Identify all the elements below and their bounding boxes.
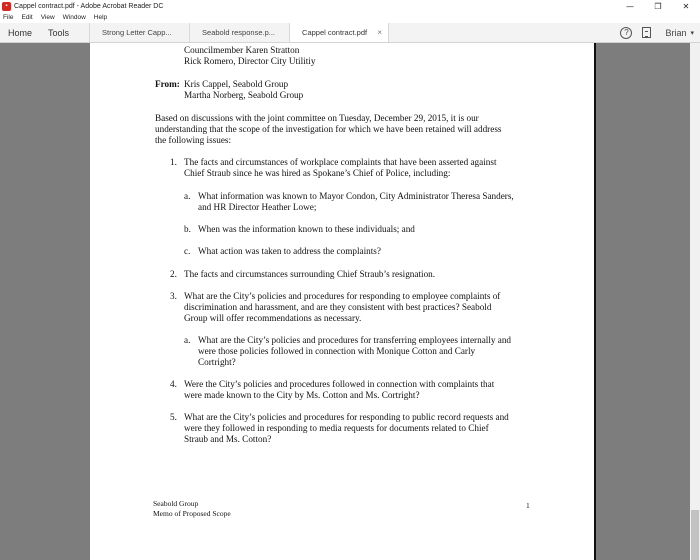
window-controls xyxy=(616,0,700,12)
mobile-link-icon[interactable] xyxy=(642,27,651,38)
list-item-line: Chief Straub since he was hired as Spokane’s Chief of Police, including: xyxy=(184,168,451,178)
tools-tab[interactable]: Tools xyxy=(48,27,70,38)
list-item-line: What are the City’s policies and procedures for responding to employee complaints of xyxy=(184,291,501,301)
sublist-item-line: What action was taken to address the complaints? xyxy=(198,246,381,256)
from-line: Martha Norberg, Seabold Group xyxy=(184,90,304,100)
sublist-letter: c. xyxy=(184,246,191,256)
intro-line: the following issues: xyxy=(155,135,232,145)
footer-line: Seabold Group xyxy=(153,499,199,508)
list-item-line: Straub and Ms. Cotton? xyxy=(184,434,272,444)
menu-file[interactable]: File xyxy=(3,14,14,21)
help-icon[interactable]: ? xyxy=(620,27,632,39)
list-item-line: Group will offer recommendations as necessary. xyxy=(184,313,362,323)
to-line: Rick Romero, Director City Utilitiy xyxy=(184,56,316,66)
menu-help[interactable]: Help xyxy=(93,14,108,21)
list-item-line: discrimination and harassment, and are they consistent with best practices? Seabold xyxy=(184,302,492,312)
list-number: 3. xyxy=(170,291,177,301)
menu-bar xyxy=(0,12,700,23)
intro-line: Based on discussions with the joint committee on Tuesday, December 29, 2015, it is our xyxy=(155,113,479,123)
list-item-line: What are the City’s policies and procedures for responding to public record requests and xyxy=(184,412,509,422)
list-item-line: Were the City’s policies and procedures followed in connection with complaints that xyxy=(184,379,495,389)
sublist-item-line: were those policies followed in connection with Monique Cotton and Carly xyxy=(198,346,476,356)
list-number: 2. xyxy=(170,269,177,279)
sublist-item-line: What information was known to Mayor Condon, City Administrator Theresa Sanders, xyxy=(198,191,514,201)
menu-view[interactable]: View xyxy=(40,14,55,21)
list-number: 4. xyxy=(170,379,177,389)
restore-button[interactable]: ❐ xyxy=(654,1,662,11)
close-tab-icon[interactable]: × xyxy=(377,28,383,37)
page-number: 1 xyxy=(526,501,530,510)
pdf-page xyxy=(90,43,596,560)
document-tab-cappel-contract[interactable] xyxy=(289,23,389,42)
intro-line: understanding that the scope of the investigation for which we have been retained will address xyxy=(155,124,502,134)
to-line: Councilmember Karen Stratton xyxy=(184,45,300,55)
chevron-down-icon[interactable]: ▾ xyxy=(690,29,694,37)
list-number: 5. xyxy=(170,412,177,422)
menu-window[interactable]: Window xyxy=(62,14,86,21)
title-bar xyxy=(0,0,700,12)
document-tab-seabold-response[interactable] xyxy=(189,23,289,42)
document-tab-strong-letter[interactable] xyxy=(89,23,189,42)
minimize-button[interactable]: — xyxy=(626,1,634,11)
sublist-letter: b. xyxy=(184,224,191,234)
list-item-line: were they followed in responding to media requests for documents related to Chief xyxy=(184,423,489,433)
list-item-line: The facts and circumstances surrounding Chief Straub’s resignation. xyxy=(184,269,436,279)
user-name[interactable]: Brian xyxy=(665,27,687,38)
list-item-line: were made known to the City by Ms. Cotton and Ms. Cortright? xyxy=(184,390,420,400)
sublist-letter: a. xyxy=(184,191,191,201)
tab-label: Strong Letter Capp... xyxy=(102,28,172,37)
tab-bar xyxy=(0,23,700,43)
sublist-item-line: and HR Director Heather Lowe; xyxy=(198,202,317,212)
close-button[interactable]: ✕ xyxy=(682,1,690,11)
sublist-item-line: When was the information known to these individuals; and xyxy=(198,224,415,234)
tab-label: Cappel contract.pdf xyxy=(302,28,368,37)
tab-label: Seabold response.p... xyxy=(202,28,275,37)
from-line: Kris Cappel, Seabold Group xyxy=(184,79,289,89)
window-title: Cappel contract.pdf - Adobe Acrobat Reader DC xyxy=(14,2,164,10)
sublist-item-line: Cortright? xyxy=(198,357,236,367)
menu-edit[interactable]: Edit xyxy=(21,14,33,21)
from-label: From: xyxy=(155,79,180,89)
sublist-item-line: What are the City’s policies and procedures for transferring employees internally and xyxy=(198,335,512,345)
scrollbar-thumb[interactable] xyxy=(691,510,699,560)
home-tab[interactable]: Home xyxy=(8,27,33,38)
pdf-icon: ▪ xyxy=(2,2,11,11)
document-viewport[interactable] xyxy=(0,43,700,560)
list-number: 1. xyxy=(170,157,177,167)
list-item-line: The facts and circumstances of workplace complaints that have been asserted against xyxy=(184,157,497,167)
sublist-letter: a. xyxy=(184,335,191,345)
footer-line: Memo of Proposed Scope xyxy=(153,509,231,518)
toolbar-right xyxy=(620,23,700,42)
vertical-scrollbar[interactable] xyxy=(690,43,700,560)
